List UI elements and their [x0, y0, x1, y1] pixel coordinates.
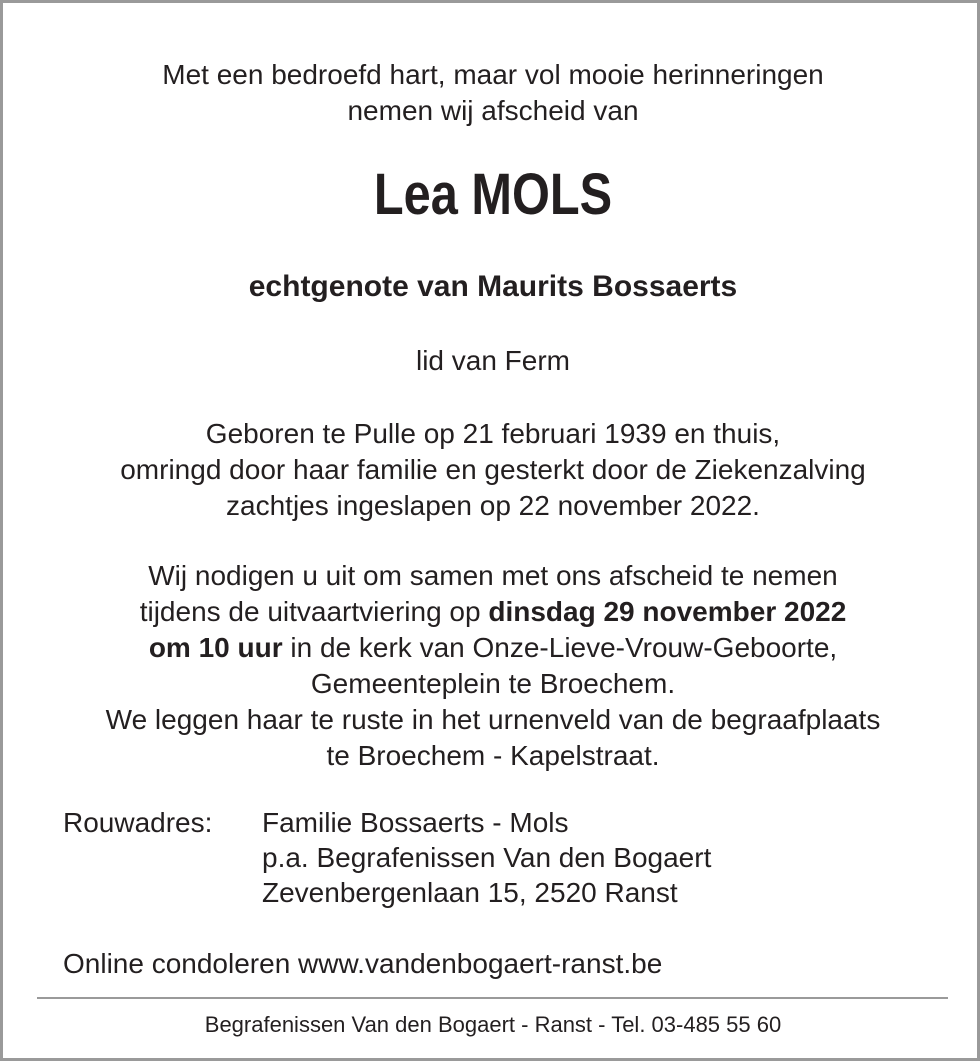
- spouse-relation: echtgenote van Maurits Bossaerts: [248, 270, 738, 303]
- ceremony-line-1: Wij nodigen u uit om samen met ons afscheid te nemen: [148, 560, 838, 591]
- membership-text: lid van Ferm: [415, 345, 571, 376]
- birth-line-2: omringd door haar familie en gesterkt door de Ziekenzalving: [120, 454, 866, 485]
- address-lines: [262, 805, 922, 910]
- address-label: Rouwadres:: [63, 807, 213, 838]
- ceremony-line-3: [3, 630, 980, 666]
- birth-line-3: zachtjes ingeslapen op 22 november 2022.: [226, 490, 760, 521]
- ceremony-line-4: Gemeenteplein te Broechem.: [310, 668, 676, 699]
- birth-death-paragraph: [3, 416, 980, 524]
- ceremony-line-3-suffix: in de kerk van Onze-Lieve-Vrouw-Geboorte,: [282, 632, 838, 663]
- ceremony-paragraph: [3, 558, 980, 774]
- address-line-3: Zevenbergenlaan 15, 2520 Ranst: [262, 877, 678, 908]
- ceremony-line-2-prefix: tijdens de uitvaartviering op: [139, 596, 489, 627]
- ceremony-line-2: [3, 594, 980, 630]
- divider: [37, 997, 948, 999]
- deceased-name: Lea MOLS: [373, 162, 613, 227]
- ceremony-time: om 10 uur: [148, 632, 283, 663]
- ceremony-line-5: We leggen haar te ruste in het urnenveld van de begraafplaats: [105, 704, 881, 735]
- address-line-2: p.a. Begrafenissen Van den Bogaert: [262, 842, 712, 873]
- address-line-1: Familie Bossaerts - Mols: [262, 807, 569, 838]
- footer-credit: Begrafenissen Van den Bogaert - Ranst - Tel. 03-485 55 60: [204, 1012, 782, 1037]
- birth-line-1: Geboren te Pulle op 21 februari 1939 en thuis,: [205, 418, 781, 449]
- intro-line-2: nemen wij afscheid van: [347, 95, 639, 126]
- membership: [3, 343, 980, 379]
- online-condolence: Online condoleren www.vandenbogaert-ranst.be: [63, 948, 663, 979]
- intro-text: [3, 57, 980, 129]
- ceremony-line-6: te Broechem - Kapelstraat.: [326, 740, 660, 771]
- intro-line-1: Met een bedroefd hart, maar vol mooie herinneringen: [162, 59, 824, 90]
- ceremony-date: dinsdag 29 november 2022: [488, 596, 847, 627]
